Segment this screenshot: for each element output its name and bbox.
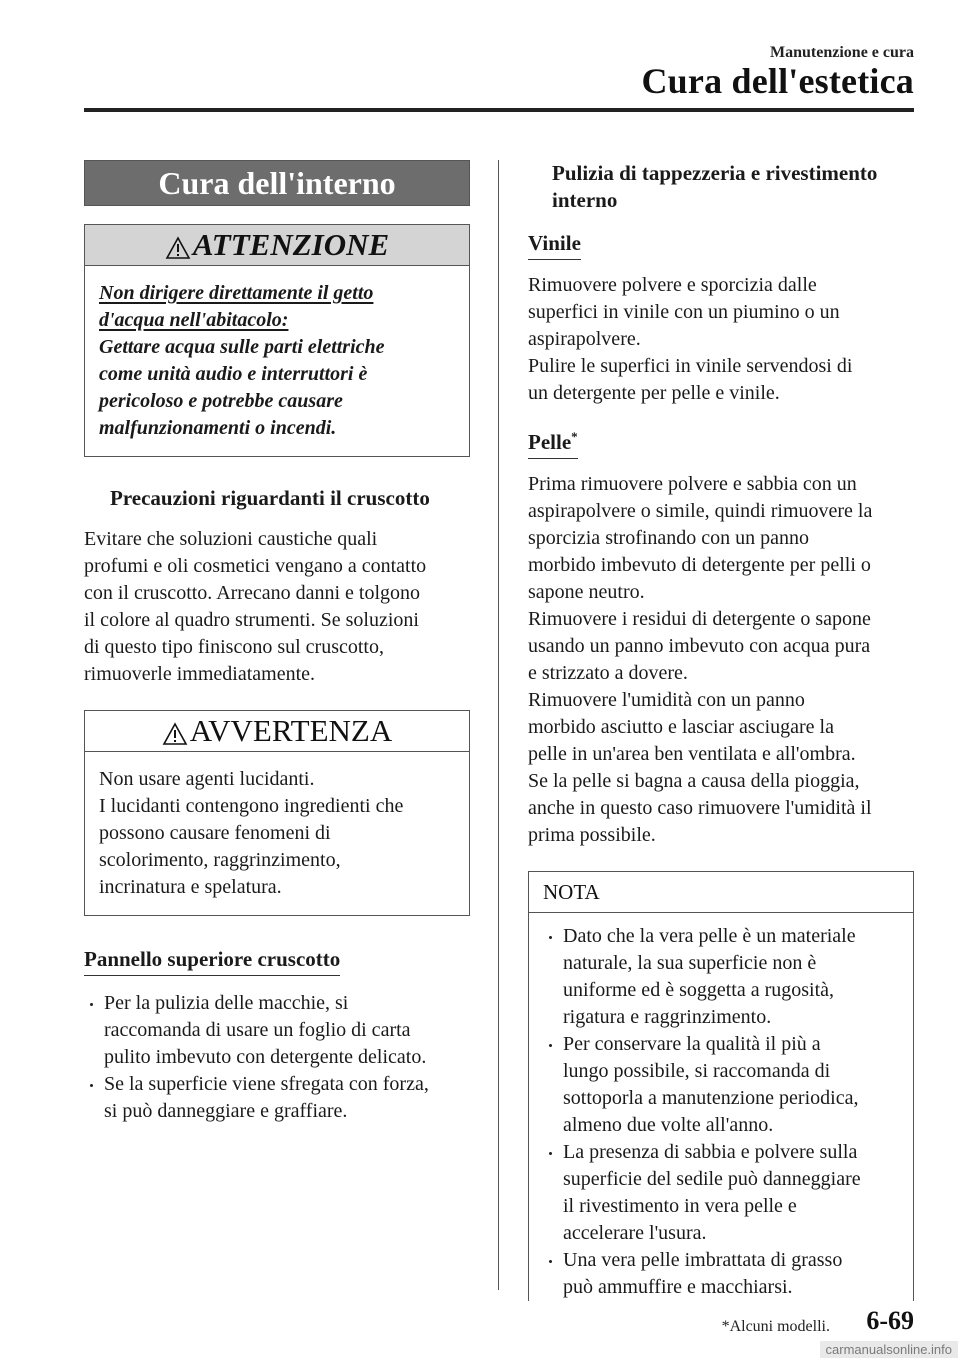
page-number: 6-69 [866, 1306, 914, 1335]
list-line: raccomanda di usare un foglio di carta [104, 1019, 411, 1041]
list-item [543, 1247, 901, 1301]
header-rule [84, 108, 914, 112]
asterisk-mark: * [571, 429, 578, 444]
warning-line: incrinatura e spelatura. [99, 876, 282, 898]
list-line: il rivestimento in vera pelle e [563, 1195, 797, 1217]
list-item [84, 1071, 470, 1125]
vinyl-section [528, 230, 914, 260]
section-banner: Cura dell'interno [84, 160, 470, 206]
list-line: uniforme ed è soggetta a rugosità, [563, 979, 835, 1001]
list-line: superficie del sedile può danneggiare [563, 1168, 861, 1190]
text-line: usando un panno imbevuto con acqua pura [528, 635, 871, 657]
text-line: Rimuovere i residui di detergente o sapone [528, 608, 871, 630]
text-line: di questo tipo finiscono sul cruscotto, [84, 636, 384, 658]
caution-body [85, 266, 469, 456]
text-line: con il cruscotto. Arrecano danni e tolgono [84, 582, 421, 604]
caution-line: pericoloso e potrebbe causare [99, 390, 343, 412]
warning-triangle-icon [165, 236, 191, 260]
text-line: Se la pelle si bagna a causa della pioggia, [528, 770, 860, 792]
text-line: morbido imbevuto di detergente per pelli o [528, 554, 871, 576]
caution-box [84, 224, 470, 457]
footer-note: *Alcuni modelli. [721, 1318, 830, 1335]
leather-section [528, 423, 914, 459]
right-column [528, 160, 914, 1301]
text-line: pelle in un'area ben ventilata e all'ombra. [528, 743, 856, 765]
text-line: Rimuovere polvere e sporcizia dalle [528, 274, 817, 296]
list-item [543, 923, 901, 1031]
warning-line: possono causare fenomeni di [99, 822, 331, 844]
list-line: almeno due volte all'anno. [563, 1114, 774, 1136]
list-line: Per la pulizia delle macchie, si [104, 992, 349, 1014]
caution-line: Gettare acqua sulle parti elettriche [99, 336, 385, 358]
upholstery-heading [528, 160, 914, 214]
warning-box [84, 710, 470, 916]
text-line: sapone neutro. [528, 581, 645, 603]
list-line: rigatura e raggrinzimento. [563, 1006, 772, 1028]
watermark: carmanualsonline.info [820, 1341, 958, 1358]
leather-text [528, 471, 914, 849]
list-line: Per conservare la qualità il più a [563, 1033, 821, 1055]
note-box [528, 871, 914, 1301]
list-item [543, 1139, 901, 1247]
caution-heading-text: ATTENZIONE [192, 227, 390, 262]
chapter-title: Manutenzione e cura [770, 44, 914, 61]
text-line: morbido asciutto e lasciar asciugare la [528, 716, 834, 738]
list-line: Dato che la vera pelle è un materiale [563, 925, 856, 947]
text-line: Rimuovere l'umidità con un panno [528, 689, 805, 711]
left-column [84, 160, 470, 1125]
panel-list [84, 990, 470, 1125]
caution-line: come unità audio e interruttori è [99, 363, 368, 385]
list-line: naturale, la sua superficie non è [563, 952, 817, 974]
list-line: pulito imbevuto con detergente delicato. [104, 1046, 427, 1068]
text-line: un detergente per pelle e vinile. [528, 382, 780, 404]
warning-triangle-icon [162, 722, 188, 746]
text-line: Evitare che soluzioni caustiche quali [84, 528, 378, 550]
warning-line: scolorimento, raggrinzimento, [99, 849, 341, 871]
list-line: si può danneggiare e graffiare. [104, 1100, 348, 1122]
dashboard-heading: Precauzioni riguardanti il cruscotto [110, 486, 430, 510]
caution-line: malfunzionamenti o incendi. [99, 417, 337, 439]
panel-heading: Pannello superiore cruscotto [84, 946, 340, 976]
list-line: Una vera pelle imbrattata di grasso [563, 1249, 843, 1271]
text-line: profumi e oli cosmetici vengano a contatto [84, 555, 427, 577]
caution-title-line: Non dirigere direttamente il getto [99, 282, 374, 304]
note-heading: NOTA [529, 872, 913, 913]
note-list [529, 913, 913, 1301]
page-title: Cura dell'estetica [641, 61, 914, 101]
text-line: il colore al quadro strumenti. Se soluzioni [84, 609, 419, 631]
text-line: aspirapolvere o simile, quindi rimuovere la [528, 500, 873, 522]
list-line: La presenza di sabbia e polvere sulla [563, 1141, 858, 1163]
panel-section [84, 946, 470, 976]
caution-title-line: d'acqua nell'abitacolo: [99, 309, 289, 331]
list-item [84, 990, 470, 1071]
text-line: aspirapolvere. [528, 328, 641, 350]
warning-line: Non usare agenti lucidanti. [99, 768, 315, 790]
warning-body [85, 752, 469, 915]
vinyl-text [528, 272, 914, 407]
list-line: lungo possibile, si raccomanda di [563, 1060, 831, 1082]
column-divider [498, 160, 499, 1290]
warning-heading-text: AVVERTENZA [189, 713, 393, 748]
dashboard-text [84, 526, 470, 688]
list-line: sottoporla a manutenzione periodica, [563, 1087, 859, 1109]
text-line: anche in questo caso rimuovere l'umidità il [528, 797, 872, 819]
list-item [543, 1031, 901, 1139]
list-line: può ammuffire e macchiarsi. [563, 1276, 793, 1298]
warning-line: I lucidanti contengono ingredienti che [99, 795, 404, 817]
heading-line: interno [552, 188, 618, 212]
heading-line: Pulizia di tappezzeria e rivestimento [552, 161, 878, 185]
caution-heading [85, 225, 469, 266]
leather-label [528, 423, 578, 459]
text-line: rimuoverle immediatamente. [84, 663, 316, 685]
text-line: Prima rimuovere polvere e sabbia con un [528, 473, 857, 495]
warning-heading [85, 711, 469, 752]
leather-label-text: Pelle [528, 430, 572, 454]
text-line: Pulire le superfici in vinile servendosi di [528, 355, 853, 377]
text-line: sporcizia strofinando con un panno [528, 527, 810, 549]
list-line: Se la superficie viene sfregata con forza, [104, 1073, 429, 1095]
text-line: superfici in vinile con un piumino o un [528, 301, 840, 323]
text-line: e strizzato a dovere. [528, 662, 688, 684]
vinyl-label: Vinile [528, 230, 581, 260]
text-line: prima possibile. [528, 824, 656, 846]
list-line: accelerare l'usura. [563, 1222, 707, 1244]
